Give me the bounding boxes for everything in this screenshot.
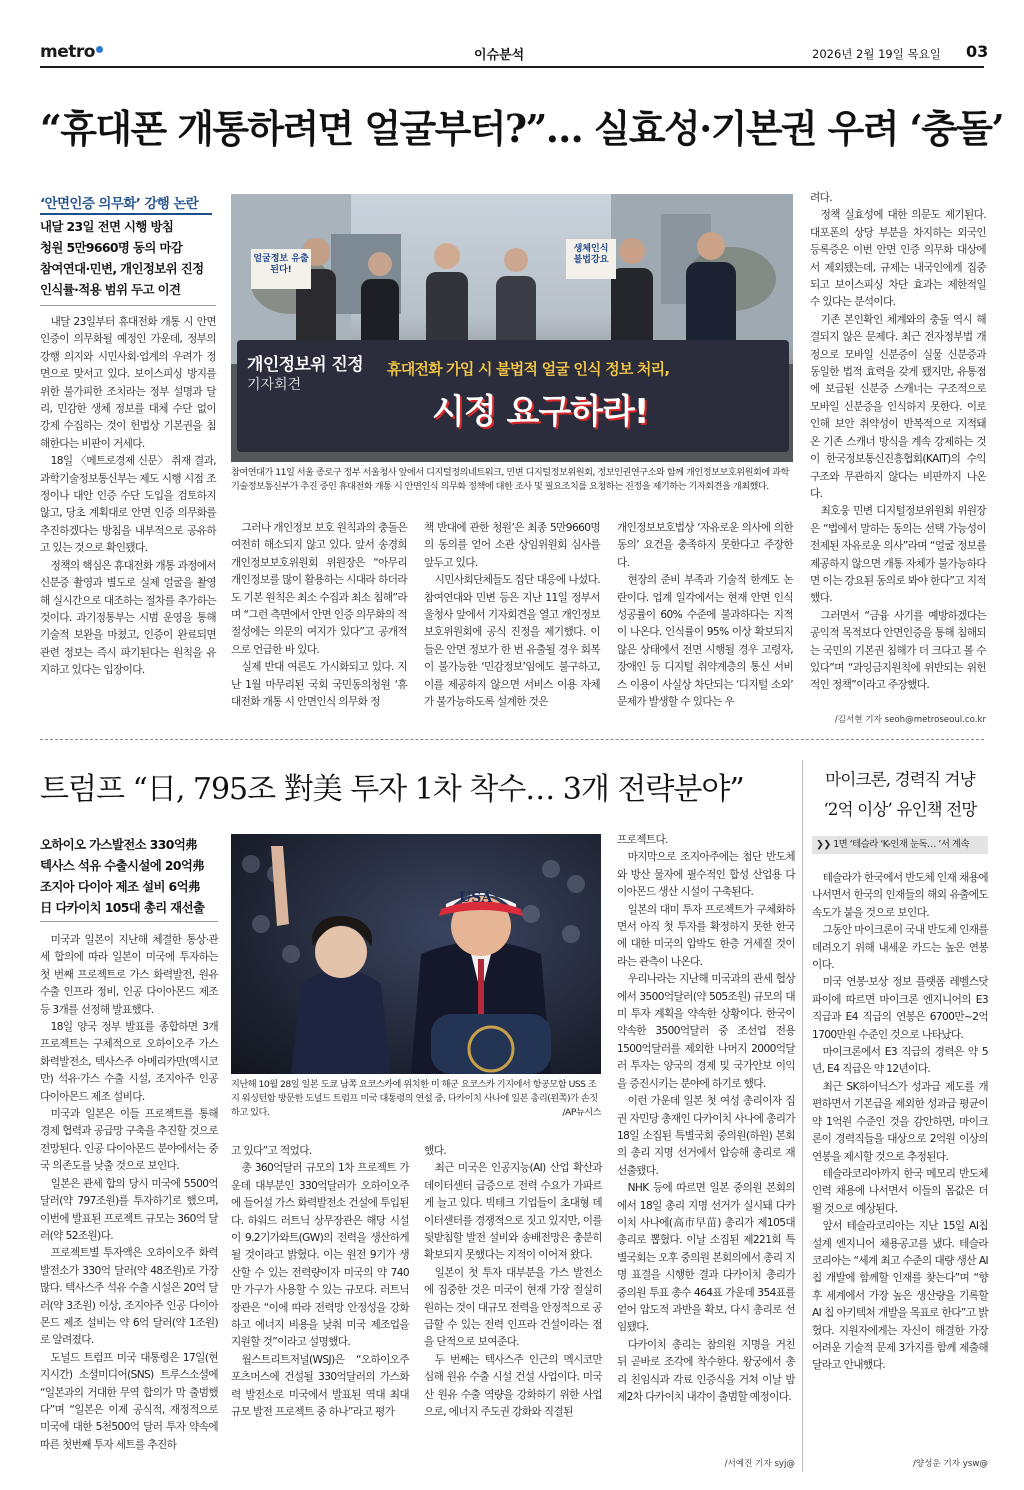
article1-col4 <box>617 520 793 711</box>
article1-col3 <box>424 520 600 711</box>
paragraph: 그러면서 “금융 사기를 예방하겠다는 공익적 목적보다 안면인증을 통해 침해되는 국민의 기본권 침해가 더 크다고 볼 수 있다”며 “과잉금지원칙에 위반되는 위헌적인 정책”이라고 주장했다. <box>810 609 986 692</box>
paragraph: 테슬라코리아까지 한국 메모리 반도체 인력 채용에 나서면서 이들의 몸값은 더 뛸 것으로 예상된다. <box>812 1167 988 1215</box>
page-number: 03 <box>966 42 989 61</box>
article3-body <box>812 870 988 1375</box>
article1-kicker-rule <box>40 213 212 215</box>
article3-headline-line2: ‘2억 이상’ 유인책 전망 <box>823 800 977 819</box>
paragraph: 미국과 일본이 지난해 체결한 통상·관세 합의에 따라 일본이 미국에 투자하는 첫 번째 프로젝트로 가스 화력발전, 원유 수출 인프라 정비, 인공 다이아몬드 제조 등 3개를 선정해 발표했다. <box>40 934 218 1016</box>
article1-photo <box>231 194 793 462</box>
paragraph: 도널드 트럼프 미국 대통령은 17일(현지시간) 소셜미디어(SNS) 트루스소셜에 “일본과의 거대한 무역 합의가 막 출범했다”며 “일본은 이제 공식적, 재정적으로 미국에 대한 5천500억 달러 투자 약속에 따른 첫번째 투자 세트를 추진하 <box>40 1351 218 1451</box>
paragraph: 최호웅 민변 디지털정보위원회 위원장은 “법에서 말하는 동의는 선택 가능성이 전제된 자유로운 의사”라며 “얼굴 정보를 제공하지 않으면 개통 자체가 불가능하다면 이는 강요된 동의로 봐야 한다”고 지적했다. <box>810 505 986 605</box>
paragraph: 미국과 일본은 이들 프로젝트를 통해 경제 협력과 공급망 구축을 추진할 것으로 전망된다. 인공 다이아몬드 분야에서는 중국 의존도를 낮출 것으로 보인다. <box>40 1108 218 1173</box>
paragraph: 마이크론에서 E3 직급의 경력은 약 5년, E4 직급은 약 12년이다. <box>812 1046 988 1076</box>
paragraph: 프로젝트별 투자액은 오하이오주 화력발전소가 330억 달러(약 48조원)로 가장 많다. 텍사스주 석유 수출 시설은 20억 달러(약 3조원) 이상, 조지아주 인공 다이아몬드 제조 설비는 약 6억 달러(약 1조원)로 알려졌다. <box>40 1247 218 1347</box>
paragraph: 개인정보보호법상 ‘자유로운 의사에 의한 동의’ 요건을 충족하지 못한다고 주장한다. <box>617 522 793 569</box>
paragraph: 최근 미국은 인공지능(AI) 산업 확산과 데이터센터 급증으로 전력 수요가 가파르게 늘고 있다. 빅테크 기업들이 초대형 데이터센터를 경쟁적으로 짓고 있지만, 이를 뒷받침할 발전 설비와 송배전망은 충분히 확보되지 못했다는 지적이 이어져 왔다. <box>424 1162 602 1262</box>
speech-illustration <box>231 834 601 1074</box>
banner-left-subtitle: 기자회견 <box>247 377 302 393</box>
article1-col2 <box>231 520 407 711</box>
article-divider <box>40 739 984 740</box>
paragraph: 일본은 관세 합의 당시 미국에 5500억 달러(약 797조원)를 투자하기로 했으며, 이번에 발표된 프로젝트 규모는 360억 달러(약 52조원)다. <box>40 1177 218 1242</box>
paragraph: 미국 연봉·보상 정보 플랫폼 레벨스닷파이에 따르면 마이크론 엔지니어의 E3 직급과 E4 직급의 연봉은 6700만~2억1700만원 수준인 것으로 나타났다. <box>812 976 988 1041</box>
subhead-line: 오하이오 가스발전소 330억弗 <box>40 837 197 852</box>
article1-col1 <box>40 314 216 680</box>
subhead-line: 조지아 다이아 제조 설비 6억弗 <box>40 879 200 894</box>
article2-byline: /서예진 기자 syj@ <box>724 1459 795 1469</box>
article2-col2 <box>231 1143 409 1422</box>
article2-headline: 트럼프 “日, 795조 對美 투자 1차 착수… 3개 전략분야” <box>40 772 744 807</box>
protest-banner <box>237 340 789 452</box>
article2-subheads <box>40 834 222 918</box>
paragraph: 마지막으로 조지아주에는 첨단 반도체와 방산 물자에 필수적인 합성 산업용 다이아몬드 생산 시설이 구축된다. <box>617 851 795 899</box>
paragraph: 다카이치 총리는 참의원 지명을 거친 뒤 곧바로 조각에 착수한다. 왕궁에서 총리 친임식과 각료 인증식을 거쳐 이날 밤 제2차 다카이치 내각이 출범할 예정이다. <box>617 1338 795 1403</box>
protest-sign: 생체인식 불법강요 <box>573 244 609 265</box>
masthead-logo <box>40 42 103 62</box>
subhead-bottom-rule <box>40 305 216 306</box>
paragraph: NHK 등에 따르면 일본 중의원 본회의에서 18일 총리 지명 선거가 실시돼 다카이치 사나에(高市早苗) 총리가 제105대 총리로 뽑혔다. 이날 소집된 제221회 특별국회는 오후 중의원 본회의에서 총리 지명 표결을 시행한 결과 다카이치 총리가 중의원 투표 총수 464표 가운데 354표를 얻어 압도적 과반을 확보, 다시 총리로 선임됐다. <box>617 1182 795 1334</box>
paragraph: 려다. <box>810 192 833 204</box>
logo-dot-icon <box>96 46 103 53</box>
subhead-line: 인식률·적용 범위 두고 이견 <box>40 282 181 297</box>
paragraph: 우리나라는 지난해 미국과의 관세 협상에서 3500억달러(약 505조원) 규모의 대미 투자 계획을 약속한 상황이다. 한국이 약속한 3500억달러 중 조선업 전용 1500억달러를 제외한 나머지 2000억달러 투자는 양국의 경제 및 국가안보 이익을 증진시키는 분야에 하기로 했다. <box>617 973 795 1090</box>
photo-credit: /AP뉴시스 <box>562 1107 601 1118</box>
article1-caption: 참여연대가 11일 서울 종로구 정부 서울청사 앞에서 디지털정의네트워크, 민변 디지털정보위원회, 정보인권연구소와 함께 개인정보보호위원회에 과학기술정보통신부가 추진 중인 휴대전화 개통 시 안면인식 의무화 정책에 대한 조사 및 필요조치를 요청하는 진정을 제기하는 기자회견을 개최했다. <box>231 467 789 492</box>
banner-right-line2: 시정 요구하라! <box>432 392 649 432</box>
usa-cap-text: USA <box>459 890 493 906</box>
paragraph: 총 360억달러 규모의 1차 프로젝트 가운데 대부분인 330억달러가 오하이오주에 들어설 가스 화력발전소 건설에 투입된다. 하워드 러트닉 상무장관은 해당 시설이 9.2기가와트(GW)의 전력을 생산하게 될 것이라고 밝혔다. 이는 원전 9기가 생산할 수 있는 전력량이자 미국의 약 740만 가구가 사용할 수 있는 규모다. 러트닉 장관은 “이에 따라 전력망 안정성을 강화하고 에너지 비용을 낮춰 미국 제조업을 지원할 것”이라고 설명했다. <box>231 1162 409 1349</box>
paragraph: 이런 가운데 일본 첫 여성 총리이자 집권 자민당 총재인 다카이치 사나에 총리가 18일 소집된 특별국회 중의원(하원) 본회의 총리 지명 선거에서 압승해 총리로 재선출됐다. <box>617 1095 795 1177</box>
paragraph: 18일 〈메트로경제 신문〉 취재 결과, 과학기술정보통신부는 제도 시행 시점 조정이나 대안 인증 수단 도입을 검토하지 않고, 당초 계획대로 안면 인증 의무화를 추진하겠다는 방침을 내부적으로 공유하고 있는 것으로 확인됐다. <box>40 455 216 555</box>
column-divider <box>802 760 803 1472</box>
paragraph: 최근 SK하이닉스가 성과급 제도를 개편하면서 기본급을 제외한 성과급 평균이 약 1억원 수준인 것을 감안하면, 마이크론이 경력직들을 대상으로 2억원 이상의 연봉을 제시할 것으로 추정된다. <box>812 1080 988 1163</box>
subhead-bottom-rule <box>40 921 218 922</box>
subhead-line: 내달 23일 전면 시행 방침 <box>40 219 174 234</box>
banner-left-title: 개인정보위 진정 <box>247 355 364 375</box>
paragraph: 일본의 대미 투자 프로젝트가 구체화하면서 아직 첫 투자를 확정하지 못한 한국에 대한 미국의 압박도 한층 거세질 것이라는 관측이 나온다. <box>617 903 795 968</box>
paragraph: 정책 실효성에 대한 의문도 제기된다. 대포폰의 상당 부분을 차지하는 외국인 등록증은 이번 안면 인증 의무화 대상에서 제외됐는데, 규제는 내국인에게 집중되고 보이스피싱 차단 효과는 제한적일 수 있다는 분석이다. <box>810 209 986 309</box>
paragraph: 18일 양국 정부 발표를 종합하면 3개 프로젝트는 구체적으로 오하이오주 가스화력발전소, 텍사스주 아메리카만(멕시코만) 석유·가스 수출 시설, 조지아주 인공 다이아몬드 제조 설비다. <box>40 1021 218 1103</box>
caption-text: 지난해 10월 28일 일본 도쿄 남쪽 요코스카에 위치한 미 해군 요코스카 기지에서 항공모함 USS 조지 워싱턴함 방문한 도널드 트럼프 미국 대통령의 연설 중, 다카이치 사나에 일본 총리(왼쪽)가 손짓하고 있다. <box>231 1079 598 1118</box>
article1-byline: /김서현 기자 seoh@metroseoul.co.kr <box>834 715 986 725</box>
paragraph: 내달 23일부터 휴대전화 개통 시 안면인증이 의무화될 예정인 가운데, 정부의 강행 의지와 시민사회·업계의 우려가 정면으로 맞서고 있다. 보이스피싱 방지를 위한 불가피한 조치라는 정부 설명과 달리, 민감한 생체 정보를 대체 수단 없이 강제 수집하는 것이 헌법상 기본권을 침해한다는 비판이 거세다. <box>40 316 216 450</box>
article1-headline: “휴대폰 개통하려면 얼굴부터?”… 실효성·기본권 우려 ‘충돌’ <box>40 106 1003 151</box>
paragraph: 일본이 첫 투자 대부분을 가스 발전소에 집중한 것은 미국이 현재 가장 절실히 원하는 것이 대규모 전력을 안정적으로 공급할 수 있는 전력 인프라 건설이라는 점을 단적으로 보여준다. <box>424 1266 602 1349</box>
issue-date: 2026년 2월 19일 목요일 <box>812 47 941 61</box>
subhead-line: 日 다카이치 105대 총리 재선출 <box>40 900 205 915</box>
protest-sign: 얼굴정보 유출된다! <box>253 254 309 275</box>
article2-photo <box>231 834 601 1074</box>
paragraph: 그동안 마이크론이 국내 반도체 인재를 데려오기 위해 내세운 카드는 높은 연봉이다. <box>812 924 988 972</box>
paragraph: 그러나 개인정보 보호 원칙과의 충돌은 여전히 해소되지 않고 있다. 앞서 송경희 개인정보보호위원회 위원장은 “아무리 개인정보를 많이 활용하는 시대라 하더라도 기본 원칙은 최소 수집과 최소 침해”라며 “그런 측면에서 안면 인증 의무화의 적절성에는 의문의 여지가 있다”고 공개적으로 언급한 바 있다. <box>231 522 407 656</box>
article1-col5 <box>810 190 986 695</box>
subhead-line: 참여연대·민변, 개인정보위 진정 <box>40 261 204 276</box>
paragraph: 프로젝트다. <box>617 834 668 846</box>
article1-kicker: ‘안면인증 의무화’ 강행 논란 <box>40 196 199 212</box>
paragraph: 고 있다”고 적었다. <box>231 1145 312 1157</box>
article2-col4 <box>617 832 795 1406</box>
paragraph: 월스트리트저널(WSJ)은 “오하이오주 포츠머스에 건설될 330억달러의 가스화력 발전소로 미국에서 발표된 역대 최대 규모 발전 프로젝트 중 하나”라고 평가 <box>231 1353 409 1419</box>
article3-headline-line1: 마이크론, 경력직 겨냥 <box>825 770 975 789</box>
article3-byline: /양성운 기자 ysw@ <box>912 1459 988 1469</box>
article1-subheads <box>40 216 216 300</box>
paragraph: 기존 본인확인 체계와의 충돌 역시 해결되지 않은 문제다. 최근 전자정부법 개정으로 모바일 신분증이 실물 신분증과 동일한 법적 효력을 갖게 됐지만, 유통점에 보급된 신분증 스캐너는 구조적으로 모바일 신분증을 인식하지 못한다. 이로 인해 보안 취약성이 반복적으로 지적돼 온 기존 스캐너 방식을 계속 강제하는 것이 한국정보통신진흥협회(KAIT)의 수익 구조와 무관하지 않다는 비판까지 나온다. <box>810 313 986 500</box>
logo-text: metro <box>40 42 95 62</box>
header-rule <box>40 66 984 68</box>
section-label: 이슈분석 <box>474 48 525 63</box>
subhead-line: 텍사스 석유 수출시설에 20억弗 <box>40 858 205 873</box>
paragraph: 두 번째는 텍사스주 인근의 멕시코만 심해 원유 수출 시설 건설 사업이다. 미국산 원유 수출 역량을 강화하기 위한 사업으로, 에너지 주도권 강화와 직결된 <box>424 1353 602 1419</box>
paragraph: 정책의 핵심은 휴대전화 개통 과정에서 신분증 촬영과 별도로 실제 얼굴을 촬영해 실시간으로 대조하는 절차를 추가하는 것이다. 과기정통부는 시범 운영을 통해 기술적 보완을 마쳤고, 인증이 완료되면 관련 정보는 즉시 파기된다는 원칙을 유지하고 있다는 입장이다. <box>40 559 216 677</box>
paragraph: 현장의 준비 부족과 기술적 한계도 논란이다. 업계 일각에서는 현재 안면 인식 성공률이 60% 수준에 불과하다는 지적이 나온다. 인식률이 95% 이상 확보되지 않은 상태에서 전면 시행될 경우 고령자, 장애인 등 디지털 취약계층의 통신 서비스 이용이 사실상 차단되는 ‘디지털 소외’ 문제가 발생할 수 있다는 우 <box>617 574 793 709</box>
banner-right-line1: 휴대전화 가입 시 불법적 얼굴 인식 정보 처리, <box>387 360 670 378</box>
paragraph: 테슬라가 한국에서 반도체 인재 채용에 나서면서 한국의 인재들의 해외 유출에도 속도가 붙을 것으로 보인다. <box>812 872 988 919</box>
paragraph: 시민사회단체들도 집단 대응에 나섰다. 참여연대와 민변 등은 지난 11일 정부서울청사 앞에서 기자회견을 열고 개인정보보호위원회에 공식 진정을 제기했다. 이들은 안면 정보가 한 번 유출될 경우 회복이 불가능한 ‘민감정보’임에도 불구하고, 이를 제공하지 않으면 서비스 이용 자체가 불가능하도록 설계한 것은 <box>424 574 600 709</box>
paragraph: 했다. <box>424 1145 447 1157</box>
article3-continuation-tag: ❯❯ 1면 ‘테슬라 ‘K-인재 눈독… ’서 계속 <box>812 836 988 854</box>
paragraph: 앞서 테슬라코리아는 지난 15일 AI칩 설계 엔지니어 채용공고를 냈다. 테슬라코리아는 “세계 최고 수준의 대량 생산 AI 칩 개발에 함께할 인재를 찾는다”며 “향후 세계에서 가장 높은 생산량을 기록할 AI 칩 아키텍처 개발을 목표로 한다”고 밝혔다. 지원자에게는 자신이 해결한 가장 어려운 기술적 문제 3가지를 함께 제출해 달라고 안내했다. <box>812 1220 988 1372</box>
article2-col3 <box>424 1143 602 1422</box>
subhead-line: 청원 5만9660명 동의 마감 <box>40 240 183 255</box>
paragraph: 실제 반대 여론도 가시화되고 있다. 지난 1월 마무리된 국회 국민동의청원 ‘휴대전화 개통 시 안면인식 의무화 정 <box>231 661 407 709</box>
paragraph: 책 반대에 관한 청원’은 최종 5만9660명의 동의를 얻어 소관 상임위원회 심사를 앞두고 있다. <box>424 522 600 569</box>
article2-col1 <box>40 932 218 1454</box>
article2-caption <box>231 1078 601 1120</box>
